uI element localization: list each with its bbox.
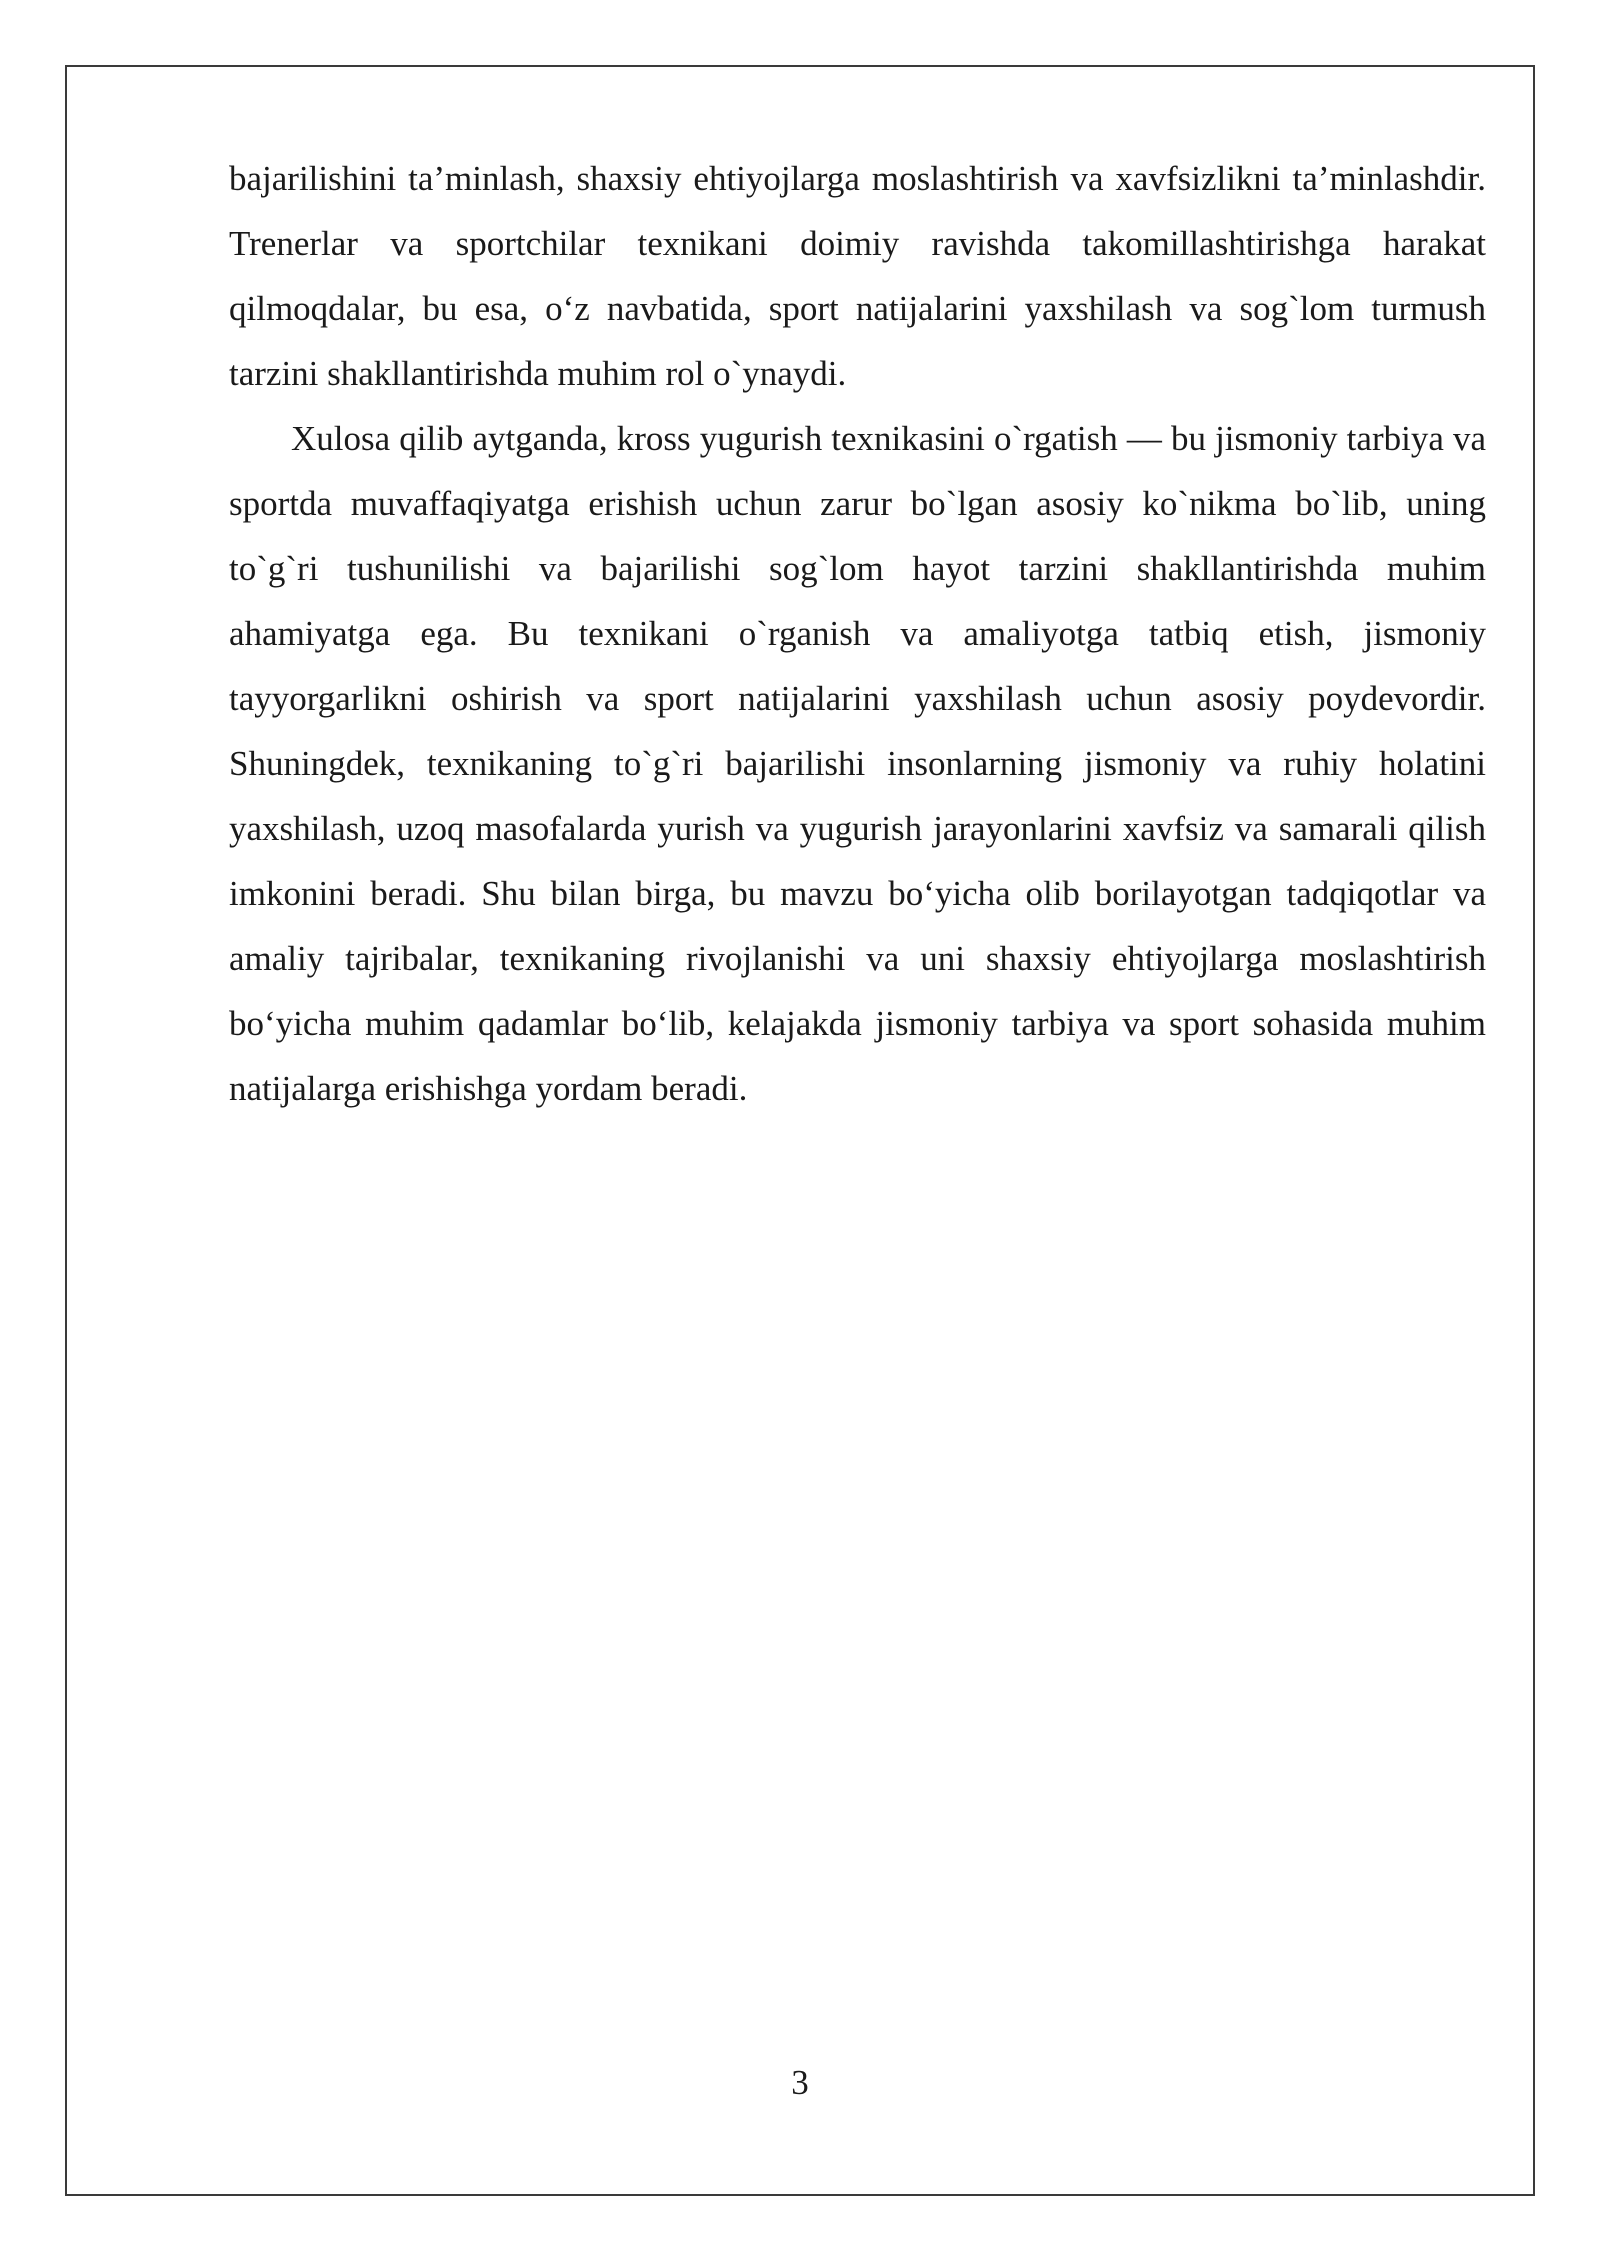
document-body (229, 146, 1486, 1121)
page-number: 3 (791, 2063, 809, 2102)
paragraph-continuation: bajarilishini ta’minlash, shaxsiy ehtiyojlarga moslashtirish va xavfsizlikni ta’minlashdir. Trenerlar va sportchilar texnikani doimiy ravishda takomillashtirishga harakat qilmoqdalar, bu esa, o‘z navbatida, sport natijalarini yaxshilash va sog`lom turmush tarzini shakllantirishda muhim rol o`ynaydi. (229, 159, 1486, 393)
paragraph-conclusion: Xulosa qilib aytganda, kross yugurish texnikasini o`rgatish — bu jismoniy tarbiya va sportda muvaffaqiyatga erishish uchun zarur bo`lgan asosiy ko`nikma bo`lib, uning to`g`ri tushunilishi va bajarilishi sog`lom hayot tarzini shakllantirishda muhim ahamiyatga ega. Bu texnikani o`rganish va amaliyotga tatbiq etish, jismoniy tayyorgarlikni oshirish va sport natijalarini yaxshilash uchun asosiy poydevordir. Shuningdek, texnikaning to`g`ri bajarilishi insonlarning jismoniy va ruhiy holatini yaxshilash, uzoq masofalarda yurish va yugurish jarayonlarini xavfsiz va samarali qilish imkonini beradi. Shu bilan birga, bu mavzu bo‘yicha olib borilayotgan tadqiqotlar va amaliy tajribalar, texnikaning rivojlanishi va uni shaxsiy ehtiyojlarga moslashtirish bo‘yicha muhim qadamlar bo‘lib, kelajakda jismoniy tarbiya va sport sohasida muhim natijalarga erishishga yordam beradi. (229, 419, 1486, 1108)
